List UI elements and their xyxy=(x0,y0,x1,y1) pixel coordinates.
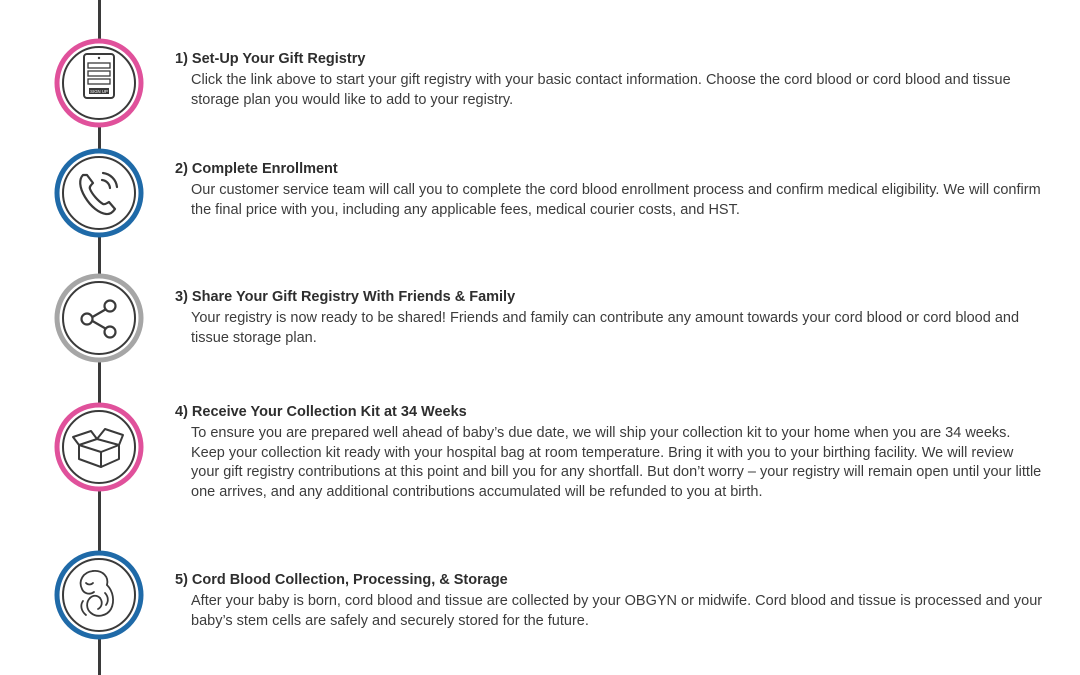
step-2 xyxy=(175,160,1045,220)
step-5-title: 5) Cord Blood Collection, Processing, & Storage xyxy=(175,572,508,588)
step-3 xyxy=(175,288,1045,348)
step-4-body: To ensure you are prepared well ahead of baby’s due date, we will ship your collection kit to your home when you are 34 weeks. Keep your collection kit ready with your hospital bag at room temperature. Bring it with you to your birthing facility. We will review your gift registry contributions at this point and bill you for any shortfall. But don’t worry – your registry will remain open until your little one arrives, and any additional contributions accumulated will be refunded to you at birth. xyxy=(191,425,1042,500)
step-5 xyxy=(175,571,1045,631)
step-2-body: Our customer service team will call you to complete the cord blood enrollment process and confirm medical eligibility. We will confirm the final price with you, including any applicable fees, medical courier costs, and HST. xyxy=(191,182,1041,218)
step-4-badge xyxy=(53,401,145,493)
step-3-title: 3) Share Your Gift Registry With Friends & Family xyxy=(175,289,516,305)
share-icon xyxy=(53,272,145,364)
fetus-icon xyxy=(53,549,145,641)
step-5-body: After your baby is born, cord blood and tissue are collected by your OBGYN or midwife. Cord blood and tissue is processed and your baby’s stem cells are safely and securely stored for the future. xyxy=(191,593,1043,629)
open-box-icon xyxy=(53,401,145,493)
step-1-badge xyxy=(53,37,145,129)
step-2-title: 2) Complete Enrollment xyxy=(175,161,338,177)
step-1-title: 1) Set-Up Your Gift Registry xyxy=(175,51,366,67)
phone-icon xyxy=(53,147,145,239)
step-5-badge xyxy=(53,549,145,641)
tablet-signup-icon xyxy=(53,37,145,129)
step-4-title: 4) Receive Your Collection Kit at 34 Weeks xyxy=(175,404,467,420)
step-2-badge xyxy=(53,147,145,239)
step-3-badge xyxy=(53,272,145,364)
step-1 xyxy=(175,50,1045,110)
step-1-body: Click the link above to start your gift registry with your basic contact information. Choose the cord blood or cord blood and tissue storage plan you would like to add to your registry. xyxy=(191,72,1011,108)
step-3-body: Your registry is now ready to be shared! Friends and family can contribute any amount towards your cord blood or cord blood and tissue storage plan. xyxy=(191,310,1020,346)
signup-label: SIGN UP xyxy=(90,88,108,94)
step-4 xyxy=(175,403,1045,502)
